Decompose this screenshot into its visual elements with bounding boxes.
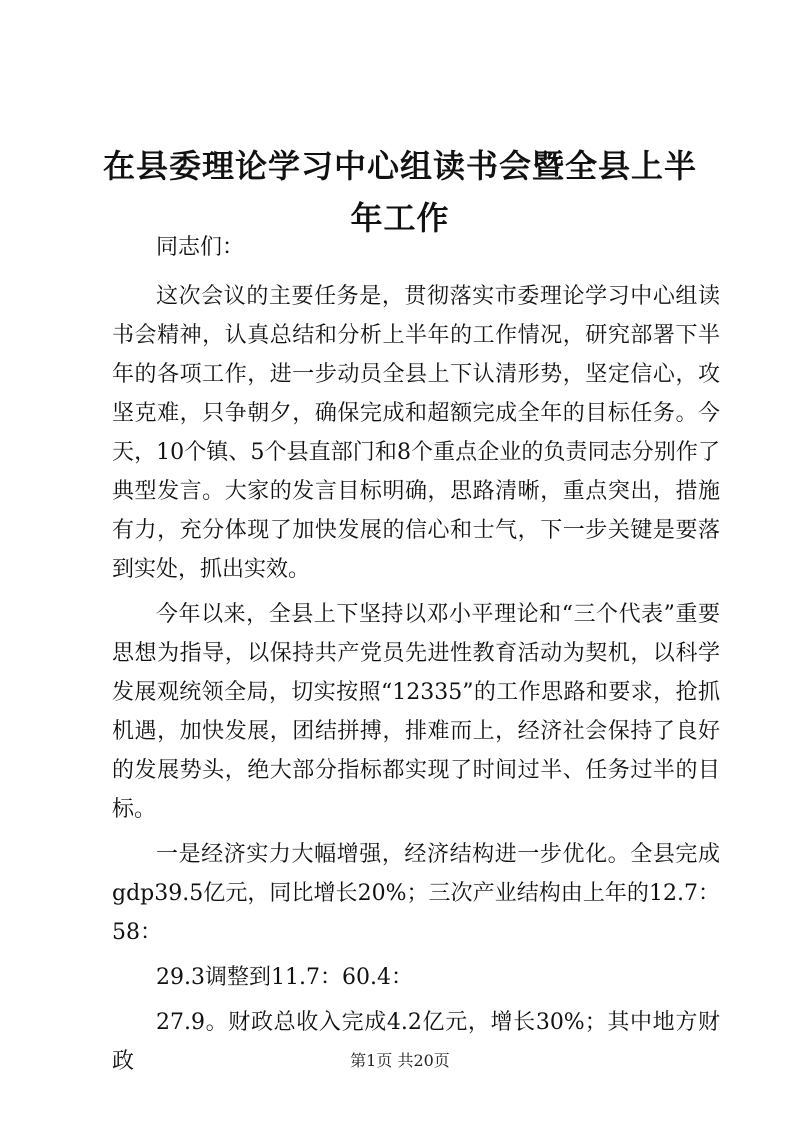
salutation: 同志们：	[156, 235, 245, 260]
page-footer	[0, 1048, 800, 1071]
paragraph: 这次会议的主要任务是，贯彻落实市委理论学习中心组读书会精神，认真总结和分析上半年的工作情况，研究部署下半年的各项工作，进一步动员全县上下认清形势，坚定信心，攻坚克难，只争朝夕，确保完成和超额完成全年的目标任务。今天，10个镇、5个县直部门和8个重点企业的负责同志分别作了典型发言。大家的发言目标明确，思路清晰，重点突出，措施有力，充分体现了加快发展的信心和士气，下一步关键是要落到实处，抓出实效。	[112, 284, 720, 582]
paragraph: 今年以来，全县上下坚持以邓小平理论和“三个代表”重要思想为指导，以保持共产党员先进性教育活动为契机，以科学发展观统领全局，切实按照“12335”的工作思路和要求，抢抓机遇，加快发展，团结拼搏，排难而上，经济社会保持了良好的发展势头，绝大部分指标都实现了时间过半、任务过半的目标。	[112, 602, 720, 822]
page-number: 第1页 共20页	[350, 1051, 450, 1070]
document-body	[112, 228, 720, 1087]
paragraph: 一是经济实力大幅增强，经济结构进一步优化。全县完成gdp39.5亿元，同比增长20%；三次产业结构由上年的12.7：58：	[112, 842, 720, 945]
paragraph: 29.3调整到11.7：60.4：	[156, 965, 413, 990]
paragraph: 27.9。财政总收入完成4.2亿元，增长30%；其中地方财政	[112, 1010, 720, 1074]
document-title: 在县委理论学习中心组读书会暨全县上半年工作	[102, 147, 697, 237]
